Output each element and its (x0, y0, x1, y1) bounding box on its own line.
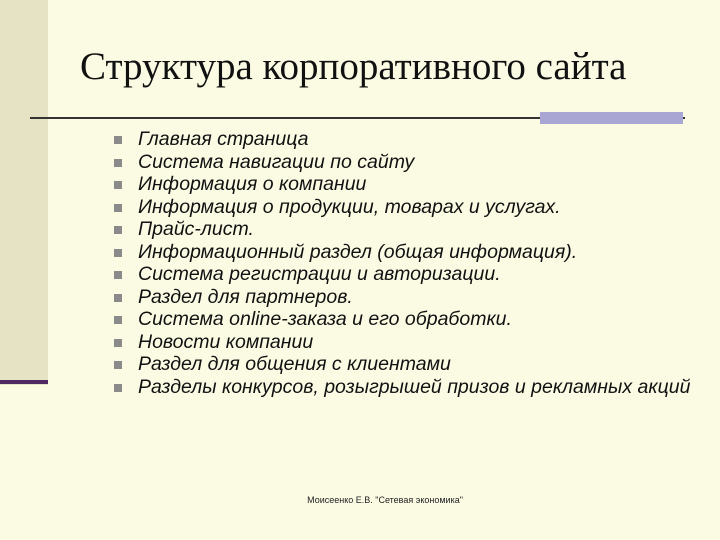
left-accent-bar (0, 380, 48, 384)
left-decorative-band (0, 0, 48, 385)
square-bullet-icon (114, 136, 122, 144)
bullet-item (113, 196, 693, 219)
bullet-text: Информация о компании (138, 173, 367, 195)
bullet-item (113, 308, 693, 331)
square-bullet-icon (114, 339, 122, 347)
bullet-item (113, 353, 693, 376)
bullet-item (113, 263, 693, 286)
slide-footer: Моисеенко Е.В. "Сетевая экономика" (307, 495, 463, 505)
bullet-item (113, 331, 693, 354)
square-bullet-icon (114, 249, 122, 257)
bullet-item (113, 376, 693, 399)
bullet-text: Раздел для общения с клиентами (138, 353, 451, 375)
bullet-text: Система регистрации и авторизации. (138, 263, 501, 285)
bullet-item (113, 151, 693, 174)
bullet-list (113, 128, 693, 398)
square-bullet-icon (114, 226, 122, 234)
square-bullet-icon (114, 271, 122, 279)
bullet-text: Информационный раздел (общая информация). (138, 240, 578, 263)
square-bullet-icon (114, 384, 122, 392)
bullet-text: Раздел для партнеров. (138, 285, 353, 308)
bullet-item (113, 218, 693, 241)
bullet-text: Главная страница (138, 128, 309, 150)
bullet-text: Информация о продукции, товарах и услугах. (138, 195, 561, 218)
square-bullet-icon (114, 159, 122, 167)
square-bullet-icon (114, 361, 122, 369)
square-bullet-icon (114, 316, 122, 324)
bullet-item (113, 128, 693, 151)
bullet-text: Новости компании (138, 330, 314, 353)
bullet-item (113, 173, 693, 196)
square-bullet-icon (114, 181, 122, 189)
bullet-text: Прайс-лист. (138, 218, 254, 240)
square-bullet-icon (114, 204, 122, 212)
bullet-text: Система online-заказа и его обработки. (138, 308, 512, 330)
bullet-text: Разделы конкурсов, розыгрышей призов и рекламных акций (138, 375, 691, 398)
square-bullet-icon (114, 294, 122, 302)
title-divider-accent (540, 112, 683, 124)
bullet-item (113, 241, 693, 264)
bullet-text: Система навигации по сайту (138, 150, 415, 173)
bullet-item (113, 286, 693, 309)
slide-title: Структура корпоративного сайта (80, 45, 627, 88)
